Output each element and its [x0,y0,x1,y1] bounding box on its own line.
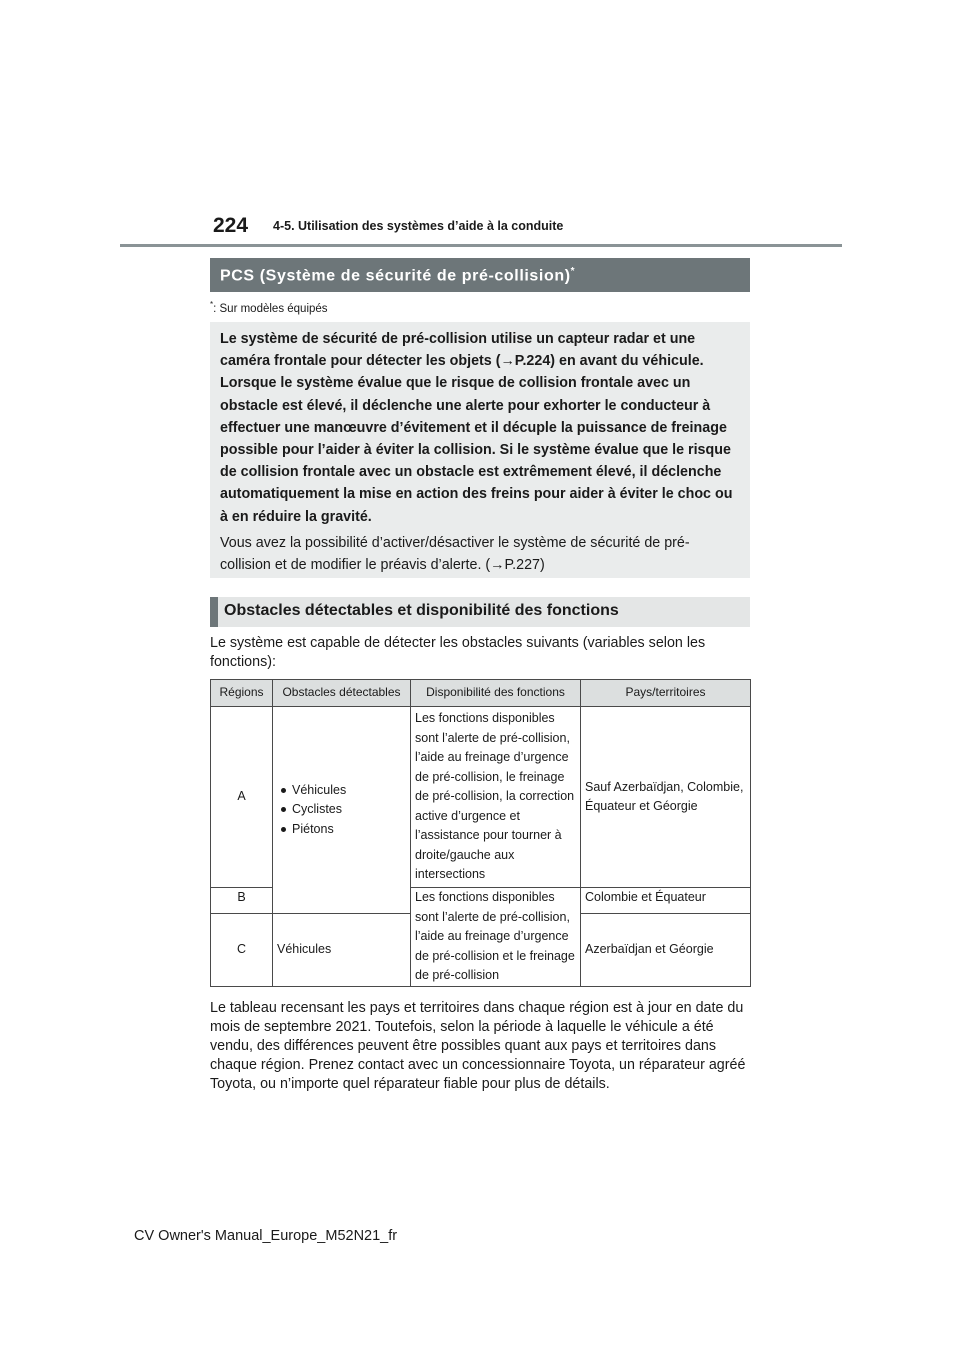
list-item: Cyclistes [279,800,406,820]
closing-paragraph: Le tableau recensant les pays et territoires dans chaque région est à jour en date du mois de septembre 2021. Toutefois, selon la période à laquelle le véhicule a été vendu, des différences peuvent être possibles quant aux pays et territoires dans chaque région. Prenez contact avec un concessionnaire Toyota, un réparateur agréé Toyota, ou n’importe quel réparateur fiable pour plus de détails. [210,1000,746,1092]
list-item: Véhicules [279,781,406,801]
countries-cell [581,707,751,888]
chapter-heading: 4-5. Utilisation des systèmes d’aide à la conduite [273,219,564,233]
footnote [210,300,328,315]
table-row [211,707,751,888]
table-header-row [211,680,751,707]
header-obstacles: Obstacles détectables [273,680,411,707]
footnote-text: : Sur modèles équipés [213,302,328,315]
obstacles-table [210,679,751,987]
section-title: PCS (Système de sécurité de pré-collision) [220,267,571,285]
page-number: 224 [213,214,249,237]
functions-cell [411,707,581,888]
region-cell: A [211,707,273,888]
header-functions: Disponibilité des fonctions [411,680,581,707]
functions-text: Les fonctions disponibles sont l’alerte de pré-collision, l’aide au freinage d’urgence de pré-collision, le freinage de pré-collision, la correction active d’urgence et l’assistance pour tourner à droite/gauche aux intersections [415,711,575,882]
region-cell: B [211,888,273,914]
countries-cell: Azerbaïdjan et Géorgie [581,914,751,986]
intro-box [210,322,750,578]
countries-text: Sauf Azerbaïdjan, Colombie, Équateur et Géorgie [585,779,744,813]
functions-text: Les fonctions disponibles sont l’alerte de pré-collision, l’aide au freinage d’urgence de pré-collision et le freinage de pré-collision [415,890,575,982]
list-item: Piétons [279,820,406,840]
lead-paragraph: Le système est capable de détecter les obstacles suivants (variables selon les fonctions): [210,635,706,670]
header-regions: Régions [211,680,273,707]
obstacles-cell [273,707,411,914]
section-title-bar [210,258,750,292]
region-cell: C [211,914,273,986]
intro-bold-paragraph: Le système de sécurité de pré-collision utilise un capteur radar et une caméra frontale pour détecter les objets (→P.224) en avant du véhicule. Lorsque le système évalue que le risque de collision frontale avec un obstacle est élevé, il déclenche une alerte pour exhorter le conducteur à effectuer une manœuvre d’évitement et il décuple la puissance de freinage possible pour l’aider à éviter la collision. Si le système évalue que le risque de collision frontale avec un obstacle est extrêmement élevé, il déclenche automatiquement la mise en action des freins pour aider à éviter le choc ou à en réduire la gravité. [220,331,733,525]
title-asterisk: * [570,266,576,277]
functions-cell [411,888,581,987]
obstacles-list [277,781,406,840]
obstacles-cell: Véhicules [273,914,411,986]
subsection-title-bar [210,597,750,627]
footer-manual-id: CV Owner's Manual_Europe_M52N21_fr [134,1228,398,1244]
intro-normal-paragraph: Vous avez la possibilité d’activer/désactiver le système de sécurité de pré-collision et de modifier le préavis d’alerte. (→P.227) [220,534,690,574]
countries-cell: Colombie et Équateur [581,888,751,914]
footnote-asterisk: * [210,300,214,309]
header-divider [120,244,842,247]
subsection-title: Obstacles détectables et disponibilité des fonctions [224,602,619,619]
header-countries: Pays/territoires [581,680,751,707]
